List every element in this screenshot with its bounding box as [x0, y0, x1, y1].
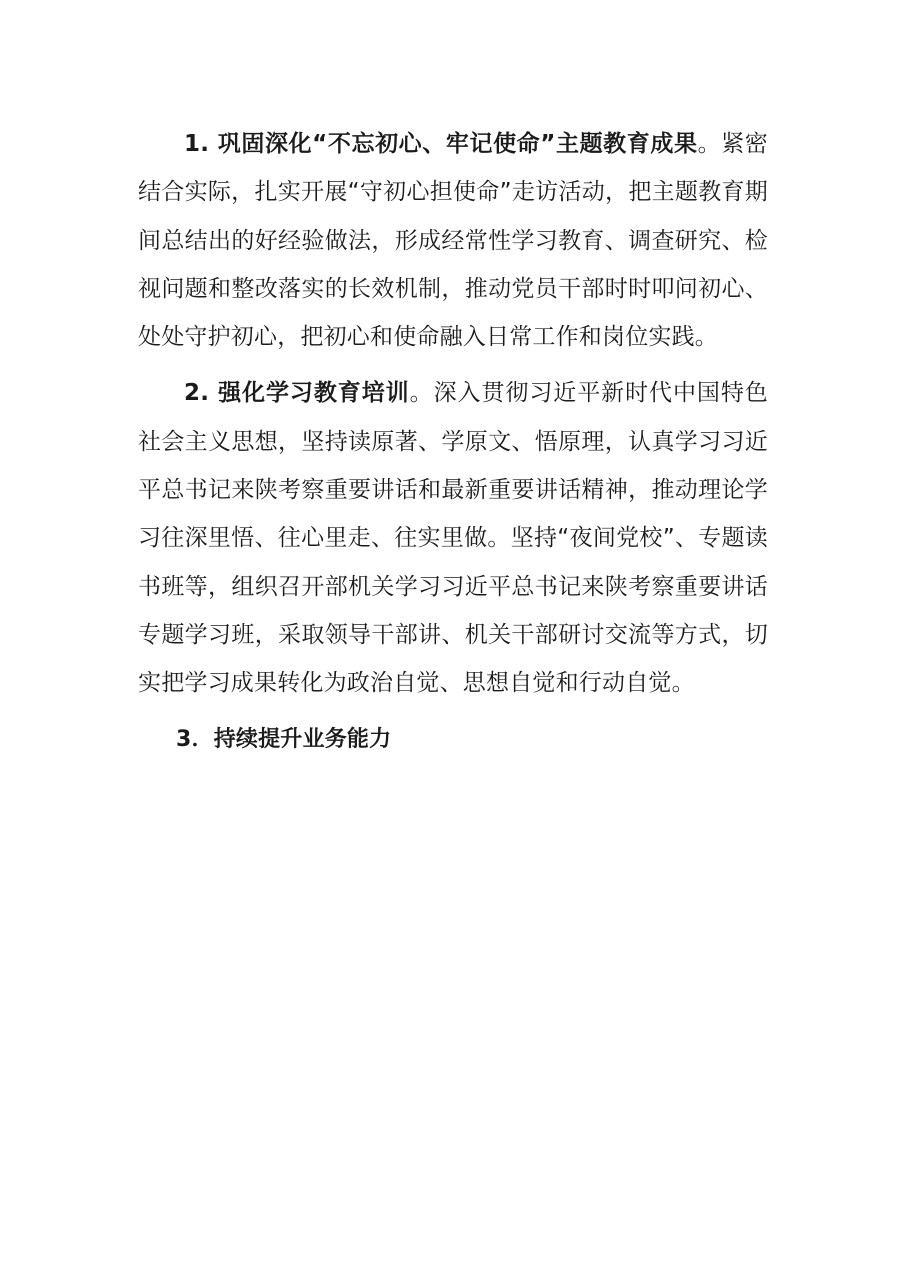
section-2-paragraph	[138, 369, 768, 707]
section-1-paragraph	[138, 120, 768, 361]
section-2-heading: 2. 强化学习教育培训	[184, 380, 410, 407]
section-1-text: 。紧密结合实际，扎实开展“守初心担使命”走访活动，把主题教育期间总结出的好经验做法，形成经常性学习教育、调查研究、检视问题和整改落实的长效机制，推动党员干部时时叩问初心、处处守护初心，把初心和使命融入日常工作和岗位实践。	[138, 131, 768, 351]
section-2-text: 。深入贯彻习近平新时代中国特色社会主义思想，坚持读原著、学原文、悟原理，认真学习习近平总书记来陕考察重要讲话和最新重要讲话精神，推动理论学习往深里悟、往心里走、往实里做。坚持“夜间党校”、专题读书班等，组织召开部机关学习习近平总书记来陕考察重要讲话专题学习班，采取领导干部讲、机关干部研讨交流等方式，切实把学习成果转化为政治自觉、思想自觉和行动自觉。	[138, 380, 769, 697]
section-3-heading: 3．持续提升业务能力	[176, 726, 392, 752]
section-1-heading: 1. 巩固深化“不忘初心、牢记使命”主题教育成果	[184, 131, 698, 157]
document-body	[138, 120, 768, 764]
